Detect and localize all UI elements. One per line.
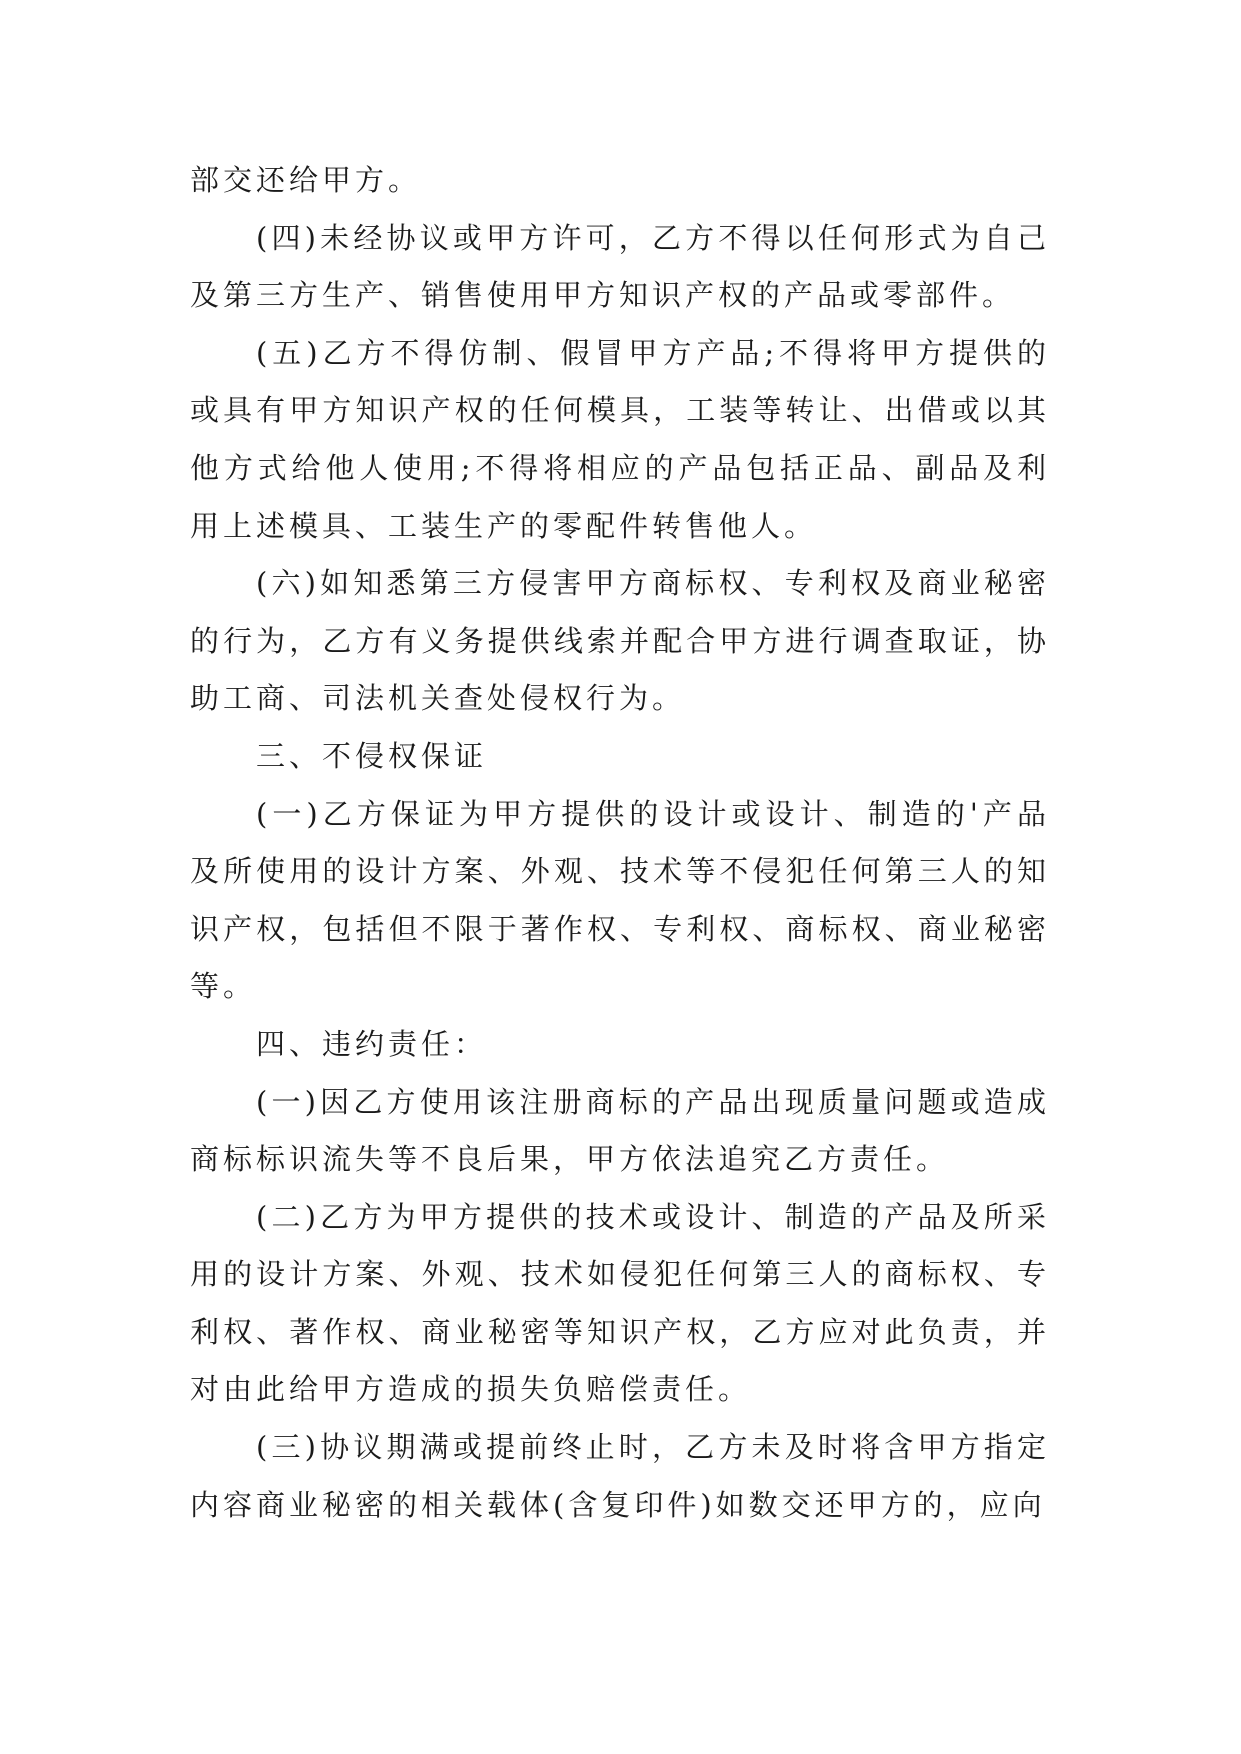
paragraph-continuation: 部交还给甲方。	[190, 163, 422, 197]
document-body	[190, 152, 1050, 1534]
paragraph-liability-2: (二)乙方为甲方提供的技术或设计、制造的产品及所采用的设计方案、外观、技术如侵犯任何第三人的商标权、专利权、著作权、商业秘密等知识产权，乙方应对此负责，并对由此给甲方造成的损失负赔偿责任。	[190, 1199, 1050, 1407]
paragraph-clause-6: (六)如知悉第三方侵害甲方商标权、专利权及商业秘密的行为，乙方有义务提供线索并配合甲方进行调查取证，协助工商、司法机关查处侵权行为。	[190, 566, 1050, 716]
section-heading-non-infringement: 三、不侵权保证	[256, 738, 488, 773]
paragraph-warranty-1: (一)乙方保证为甲方提供的设计或设计、制造的'产品及所使用的设计方案、外观、技术等不侵犯任何第三人的知识产权，包括但不限于著作权、专利权、商标权、商业秘密等。	[190, 796, 1050, 1004]
paragraph-liability-1: (一)因乙方使用该注册商标的产品出现质量问题或造成商标标识流失等不良后果，甲方依法追究乙方责任。	[190, 1084, 1050, 1177]
paragraph-clause-4: (四)未经协议或甲方许可，乙方不得以任何形式为自己及第三方生产、销售使用甲方知识产权的产品或零部件。	[190, 220, 1050, 313]
paragraph-liability-3: (三)协议期满或提前终止时，乙方未及时将含甲方指定内容商业秘密的相关载体(含复印件)如数交还甲方的，应向	[190, 1430, 1050, 1522]
paragraph-clause-5: (五)乙方不得仿制、假冒甲方产品;不得将甲方提供的或具有甲方知识产权的任何模具，工装等转让、出借或以其他方式给他人使用;不得将相应的产品包括正品、副品及利用上述模具、工装生产的零配件转售他人。	[190, 335, 1050, 543]
section-heading-liability: 四、违约责任：	[256, 1026, 488, 1061]
